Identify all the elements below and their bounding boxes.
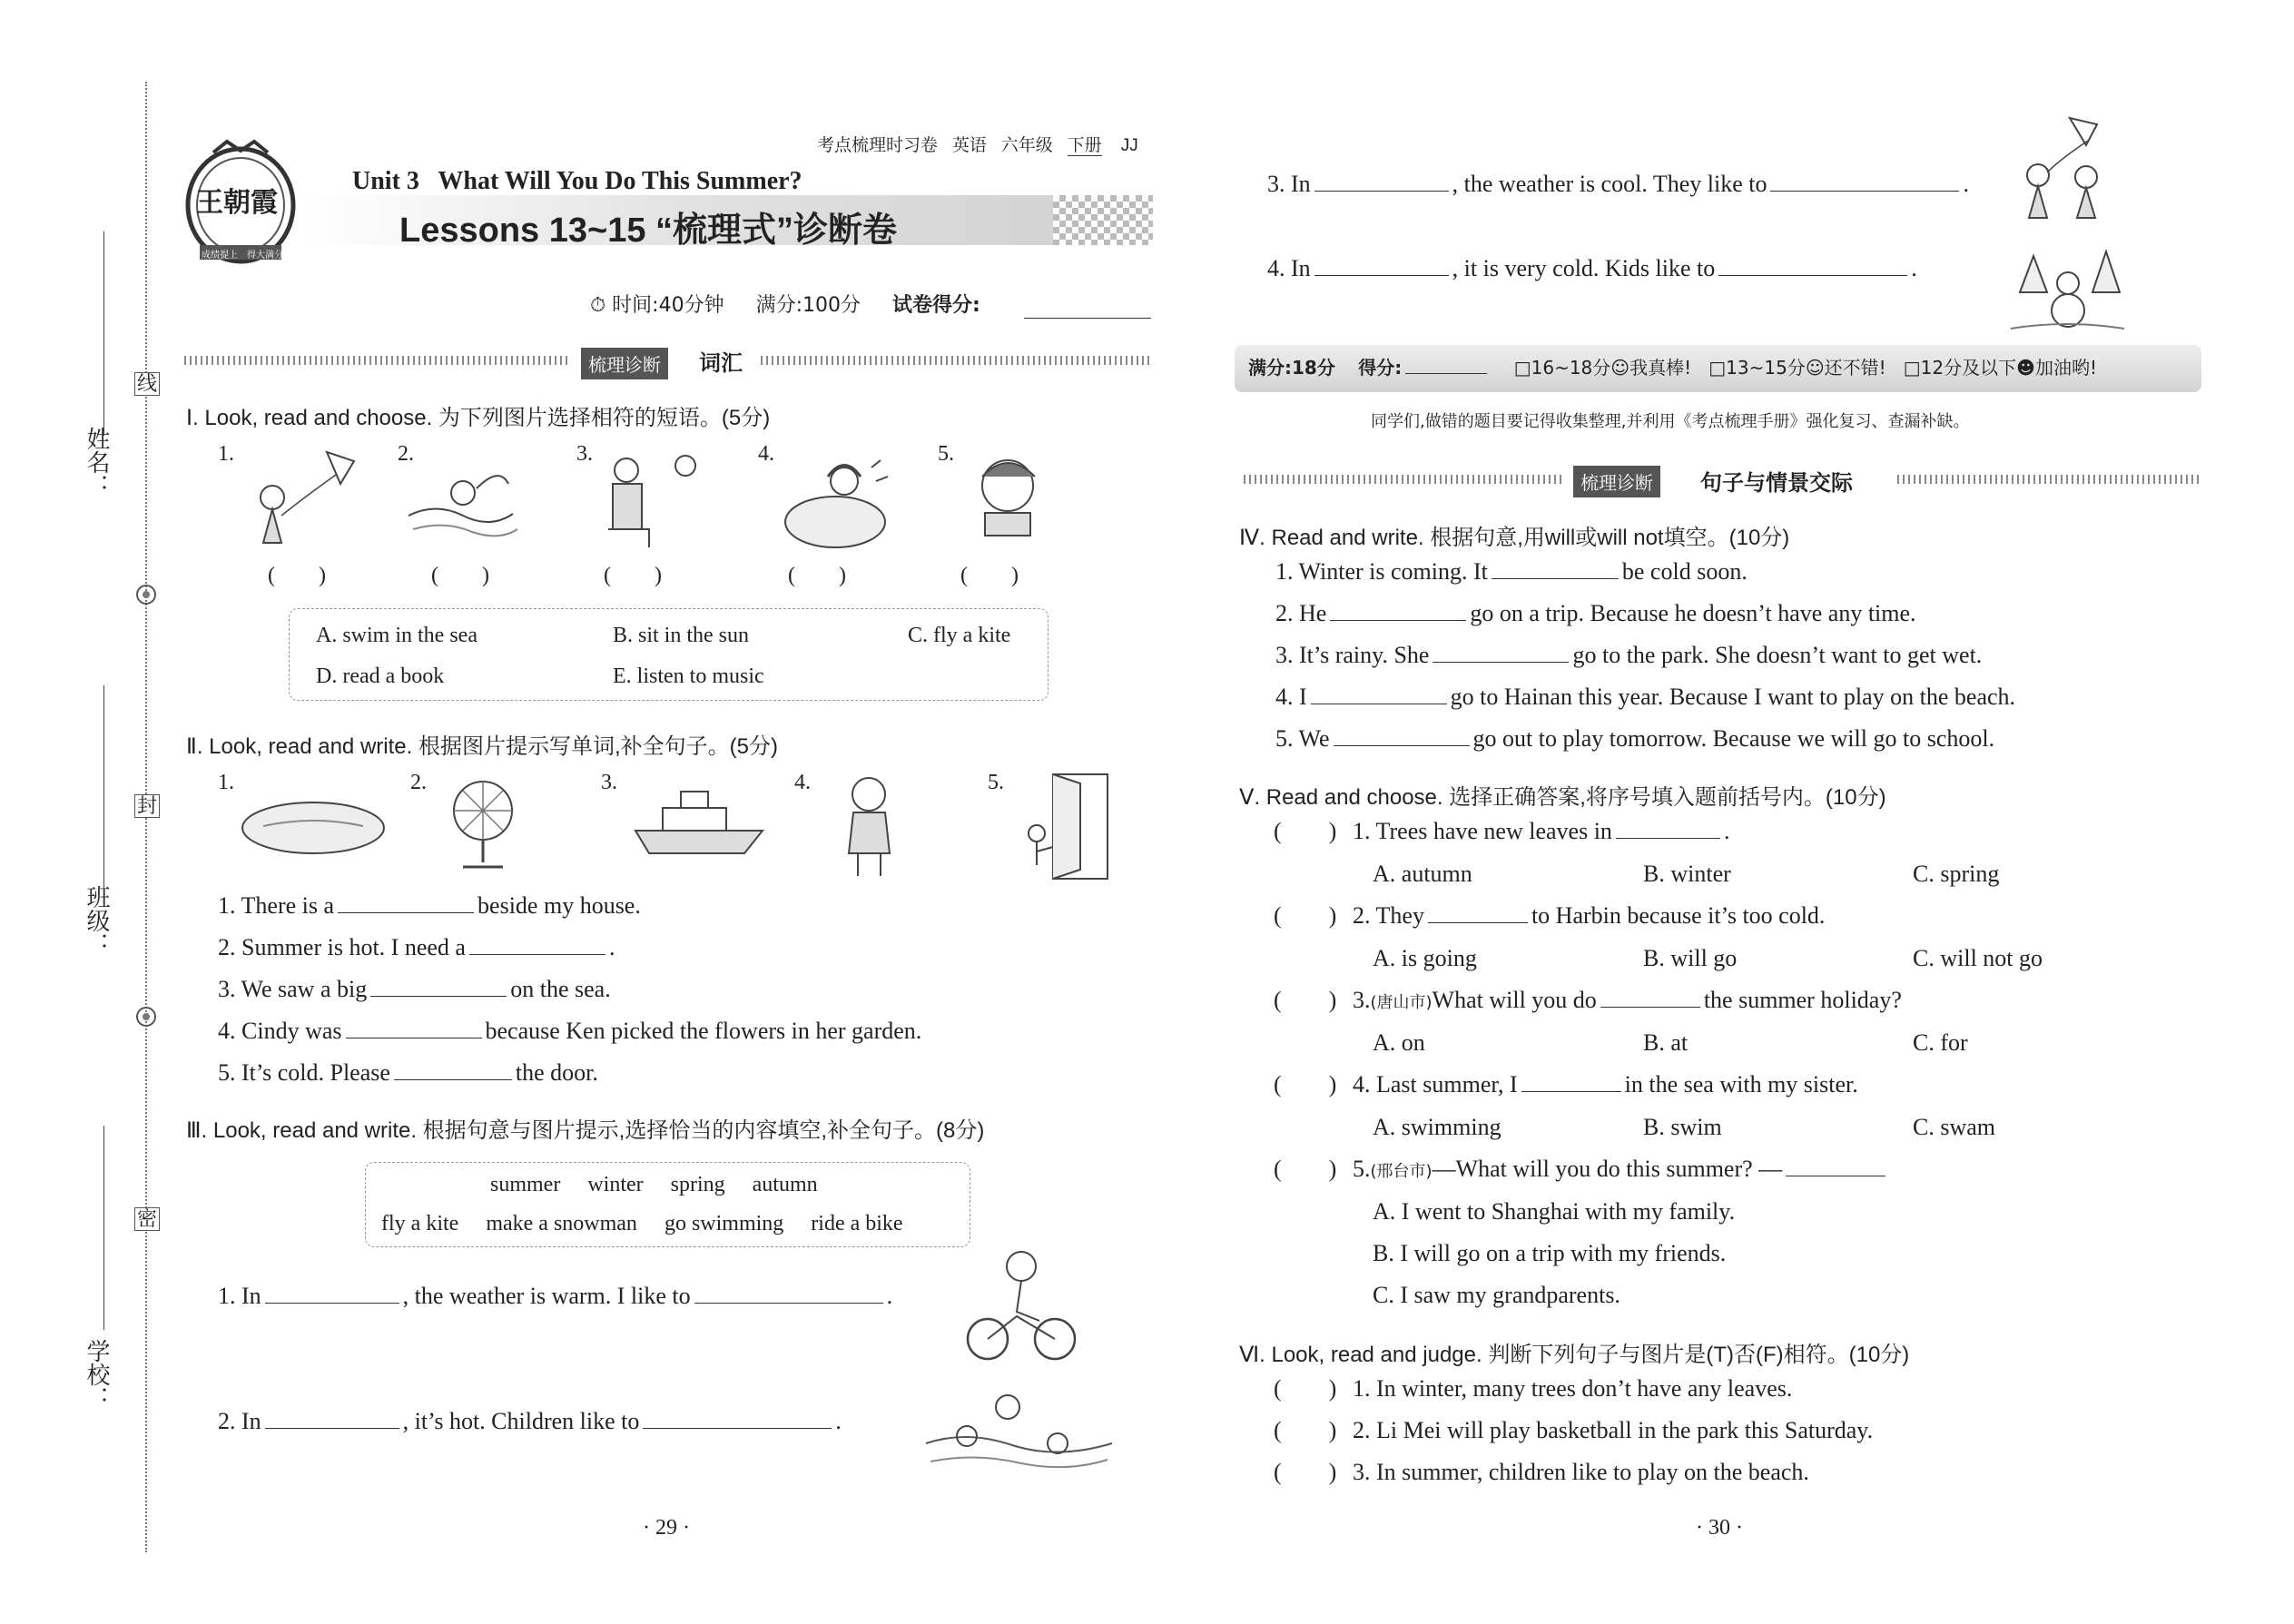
s5-q1-option-a[interactable]: A. autumn: [1373, 861, 1472, 887]
s1-num-1: 1.: [218, 442, 234, 466]
s6-answer-2[interactable]: ( ): [1274, 1417, 1337, 1443]
s2-q2-blank[interactable]: [469, 936, 605, 955]
vocab-title: 词汇: [699, 350, 743, 376]
s1-num-5: 5.: [938, 442, 954, 466]
kids-flying-kite-illustration: [1997, 113, 2124, 227]
s2-q4-blank[interactable]: [346, 1019, 482, 1038]
s3-q1-activity-blank[interactable]: [694, 1284, 883, 1304]
s5-q3-option-b[interactable]: B. at: [1643, 1029, 1689, 1056]
s2-question-5: 5. It’s cold. Please the door.: [218, 1059, 598, 1086]
section-4-title: Ⅳ. Read and write. 根据句意,用will或will not填空。(10分): [1239, 526, 1790, 550]
s2-q1-blank[interactable]: [338, 894, 474, 913]
s1-answer-1[interactable]: ( ): [268, 564, 326, 587]
s6-question-1: 1. In winter, many trees don’t have any leaves.: [1353, 1375, 1793, 1402]
score-option-2[interactable]: □13~15分: [1708, 357, 1806, 379]
section-divider-left: [1244, 475, 1563, 484]
s5-q5-blank[interactable]: [1786, 1157, 1885, 1176]
s5-q4-option-a[interactable]: A. swimming: [1373, 1114, 1501, 1140]
header-series: [817, 132, 1138, 156]
s2-num-4: 4.: [794, 771, 811, 794]
section-6-title: Ⅵ. Look, read and judge. 判断下列句子与图片是(T)否(F)相符。(10分): [1239, 1343, 1910, 1367]
score-option-3[interactable]: □12分及以下: [1903, 357, 2017, 379]
vocab-tag: 梳理诊断: [581, 348, 668, 379]
s5-q5-option-b[interactable]: B. I will go on a trip with my friends.: [1373, 1240, 1727, 1266]
brand-slogan-left: 成绩提上: [202, 251, 238, 261]
electric-fan-illustration: [445, 776, 522, 876]
section-3-title: Ⅲ. Look, read and write. 根据句意与图片提示,选择恰当的内容填空,补全句子。(8分): [186, 1118, 985, 1143]
score-bar-got: 得分:: [1358, 357, 1403, 379]
s4-q2-blank[interactable]: [1330, 602, 1466, 621]
s1-answer-2[interactable]: ( ): [431, 564, 489, 587]
s5-q1-option-c[interactable]: C. spring: [1913, 861, 2000, 887]
s3-question-2: 2. In , it’s hot. Children like to .: [218, 1408, 842, 1434]
s5-q3-blank[interactable]: [1600, 989, 1700, 1008]
sentence-tag: 梳理诊断: [1573, 466, 1660, 497]
sentence-title: 句子与情景交际: [1700, 470, 1853, 496]
unit-title: Unit 3 What Will You Do This Summer?: [352, 167, 802, 195]
phrase-fly-a-kite: fly a kite: [381, 1212, 459, 1235]
page-number-right: · 30 ·: [1696, 1516, 1743, 1540]
s5-answer-2[interactable]: ( ): [1274, 902, 1337, 929]
grade-label: 六年级: [1000, 136, 1053, 155]
s5-q5-option-c[interactable]: C. I saw my grandparents.: [1373, 1282, 1620, 1308]
s5-q4-option-c[interactable]: C. swam: [1913, 1114, 1995, 1140]
s4-question-5: 5. We go out to play tomorrow. Because we will go to school.: [1275, 725, 1995, 752]
scissors-icon: [133, 581, 160, 608]
angry-girl-illustration: [835, 772, 903, 881]
s1-answer-3[interactable]: ( ): [604, 564, 662, 587]
s5-answer-4[interactable]: ( ): [1274, 1071, 1337, 1097]
s3-q3-activity-blank[interactable]: [1770, 172, 1959, 192]
series-title: 考点梳理时习卷: [817, 136, 939, 155]
s2-question-3: 3. We saw a big on the sea.: [218, 976, 611, 1002]
s5-q5-source: (邢台市): [1370, 1162, 1433, 1181]
s5-question-4: 4. Last summer, I in the sea with my sister.: [1353, 1071, 1858, 1097]
kids-making-snowman-illustration: [2006, 238, 2129, 336]
s1-option-b: B. sit in the sun: [613, 624, 750, 647]
s4-q4-blank[interactable]: [1311, 685, 1447, 704]
s3-word-row-2: [381, 1213, 903, 1235]
paper-score-field[interactable]: [1024, 318, 1151, 319]
s2-question-4: 4. Cindy was because Ken picked the flowers in her garden.: [218, 1018, 922, 1044]
class-label: 班级：: [83, 885, 110, 956]
school-blank-line[interactable]: [103, 1126, 104, 1330]
s2-num-5: 5.: [988, 771, 1004, 794]
subject-label: 英语: [951, 136, 987, 155]
name-label: 姓名：: [83, 427, 110, 497]
score-bar-content: [1248, 359, 2097, 377]
s2-q3-blank[interactable]: [370, 978, 507, 997]
s2-question-1: 1. There is a beside my house.: [218, 892, 641, 919]
s3-q2-activity-blank[interactable]: [643, 1410, 832, 1429]
full-score-label: 满分:100分: [755, 294, 861, 317]
ship-illustration: [626, 781, 772, 862]
s3-word-row-1: [490, 1174, 818, 1196]
s4-q5-blank[interactable]: [1334, 727, 1470, 746]
s5-q2-option-c[interactable]: C. will not go: [1913, 945, 2043, 971]
review-note: 同学们,做错的题目要记得收集整理,并利用《考点梳理手册》强化复习、查漏补缺。: [1371, 412, 1970, 431]
s5-q1-option-b[interactable]: B. winter: [1643, 861, 1731, 887]
s2-q5-blank[interactable]: [394, 1061, 512, 1080]
clock-icon: ⏱: [590, 294, 606, 317]
s5-q4-blank[interactable]: [1521, 1073, 1621, 1092]
s3-q3-season-blank[interactable]: [1314, 172, 1449, 192]
section-divider-right: [1897, 475, 2201, 484]
lake-illustration: [236, 790, 390, 862]
s1-option-a: A. swim in the sea: [316, 624, 478, 647]
boy-reading-book-illustration: [962, 449, 1058, 549]
score-bar-got-blank[interactable]: [1405, 360, 1487, 374]
s1-answer-4[interactable]: ( ): [788, 564, 846, 587]
s3-q1-season-blank[interactable]: [265, 1284, 399, 1304]
s3-question-4: 4. In , it is very cold. Kids like to .: [1267, 255, 1917, 281]
s5-q2-option-b[interactable]: B. will go: [1643, 945, 1738, 971]
class-blank-line[interactable]: [103, 685, 104, 890]
page-number-left: · 29 ·: [643, 1516, 690, 1540]
binding-mark-xian: 线: [134, 372, 160, 396]
phrase-go-swimming: go swimming: [664, 1212, 784, 1235]
s4-question-2: 2. He go on a trip. Because he doesn’t have any time.: [1275, 600, 1916, 626]
girl-flying-kite-illustration: [241, 443, 372, 561]
s1-answer-5[interactable]: ( ): [960, 564, 1019, 587]
section-5-title: Ⅴ. Read and choose. 选择正确答案,将序号填入题前括号内。(10分): [1239, 785, 1886, 810]
score-option-1-text: 我真棒!: [1629, 357, 1692, 379]
exam-meta: [590, 296, 980, 316]
s3-question-1: 1. In , the weather is warm. I like to .: [218, 1283, 893, 1309]
s2-num-3: 3.: [601, 771, 617, 794]
word-autumn: autumn: [752, 1173, 818, 1196]
s1-option-e: E. listen to music: [613, 664, 764, 688]
phrase-ride-a-bike: ride a bike: [811, 1212, 903, 1235]
boy-closing-door-illustration: [1017, 770, 1121, 883]
s5-q3-option-c[interactable]: C. for: [1913, 1029, 1968, 1056]
s5-question-1: 1. Trees have new leaves in .: [1353, 818, 1730, 844]
term-label: 下册: [1067, 136, 1102, 155]
word-summer: summer: [490, 1173, 561, 1196]
s5-q2-blank[interactable]: [1428, 904, 1528, 923]
word-spring: spring: [670, 1173, 725, 1196]
cheer-face-icon: ☻: [2016, 357, 2035, 379]
s1-option-c: C. fly a kite: [908, 624, 1011, 647]
school-label: 学校：: [83, 1339, 110, 1410]
s2-question-2: 2. Summer is hot. I need a .: [218, 934, 615, 960]
s4-question-1: 1. Winter is coming. It be cold soon.: [1275, 558, 1748, 585]
girl-riding-bike-illustration: [962, 1248, 1080, 1366]
s4-q3-blank[interactable]: [1433, 644, 1569, 663]
s5-q4-option-b[interactable]: B. swim: [1643, 1114, 1722, 1140]
children-swimming-illustration: [921, 1380, 1117, 1480]
s4-q1-blank[interactable]: [1492, 560, 1619, 579]
s1-num-3: 3.: [576, 442, 593, 466]
s5-answer-5[interactable]: ( ): [1274, 1156, 1337, 1182]
paper-score-label: 试卷得分:: [891, 294, 980, 317]
s3-q4-activity-blank[interactable]: [1718, 257, 1907, 276]
happy-face-icon: ☺: [1610, 357, 1630, 379]
s5-q5-option-a[interactable]: A. I went to Shanghai with my family.: [1373, 1198, 1736, 1225]
section-divider-right: [761, 356, 1151, 365]
s6-question-3: 3. In summer, children like to play on the beach.: [1353, 1459, 1809, 1485]
s5-q3-source: (唐山市): [1370, 993, 1433, 1012]
s2-num-2: 2.: [410, 771, 427, 794]
s2-num-1: 1.: [218, 771, 234, 794]
person-sitting-in-sun-illustration: [595, 443, 708, 556]
s1-num-4: 4.: [758, 442, 774, 466]
s6-answer-1[interactable]: ( ): [1274, 1375, 1337, 1402]
lessons-title: Lessons 13~15 “梳理式”诊断卷: [399, 212, 898, 250]
s5-question-2: 2. They to Harbin because it’s too cold.: [1353, 902, 1826, 929]
section-2-title: Ⅱ. Look, read and write. 根据图片提示写单词,补全句子。(5分): [186, 734, 778, 759]
header-checker: [1053, 195, 1153, 245]
s5-answer-1[interactable]: ( ): [1274, 818, 1337, 844]
s1-option-d: D. read a book: [316, 664, 445, 688]
s3-q2-season-blank[interactable]: [265, 1410, 399, 1429]
name-blank-line[interactable]: [103, 231, 104, 436]
binding-mark-mi: 密: [134, 1207, 160, 1231]
s1-num-2: 2.: [398, 442, 414, 466]
s3-q4-season-blank[interactable]: [1314, 257, 1449, 276]
scissors-icon: [133, 1003, 160, 1030]
boy-listening-to-music-illustration: [772, 449, 903, 558]
section-1-title: Ⅰ. Look, read and choose. 为下列图片选择相符的短语。(5分): [186, 406, 771, 430]
s4-question-3: 3. It’s rainy. She go to the park. She doesn’t want to get wet.: [1275, 642, 1983, 668]
s5-q1-blank[interactable]: [1616, 820, 1720, 839]
brand-name: 王朝霞: [196, 187, 278, 219]
score-bar-full: 满分:18分: [1248, 357, 1335, 379]
smile-face-icon: ☺: [1805, 357, 1825, 379]
s5-answer-3[interactable]: ( ): [1274, 987, 1337, 1013]
s6-answer-3[interactable]: ( ): [1274, 1459, 1337, 1485]
edition-label: JJ: [1120, 136, 1138, 155]
time-label: 时间:40分钟: [612, 294, 724, 317]
score-option-1[interactable]: □16~18分: [1513, 357, 1611, 379]
s4-question-4: 4. I go to Hainan this year. Because I want to play on the beach.: [1275, 684, 2016, 710]
boy-swimming-illustration: [399, 452, 522, 547]
binding-mark-feng: 封: [134, 794, 160, 818]
phrase-make-a-snowman: make a snowman: [486, 1212, 637, 1235]
s5-q3-option-a[interactable]: A. on: [1373, 1029, 1425, 1056]
s6-question-2: 2. Li Mei will play basketball in the park this Saturday.: [1353, 1417, 1874, 1443]
word-winter: winter: [587, 1173, 644, 1196]
section-divider-left: [184, 356, 570, 365]
score-option-3-text: 加油哟!: [2035, 357, 2098, 379]
s5-q2-option-a[interactable]: A. is going: [1373, 945, 1477, 971]
score-option-2-text: 还不错!: [1824, 357, 1886, 379]
brand-slogan-right: 得大满分: [247, 251, 283, 261]
s3-question-3: 3. In , the weather is cool. They like to .: [1267, 171, 1969, 197]
s5-question-5: 5.(邢台市)—What will you do this summer? —: [1353, 1157, 1889, 1181]
s5-question-3: 3.(唐山市)What will you do the summer holiday?: [1353, 987, 1902, 1013]
